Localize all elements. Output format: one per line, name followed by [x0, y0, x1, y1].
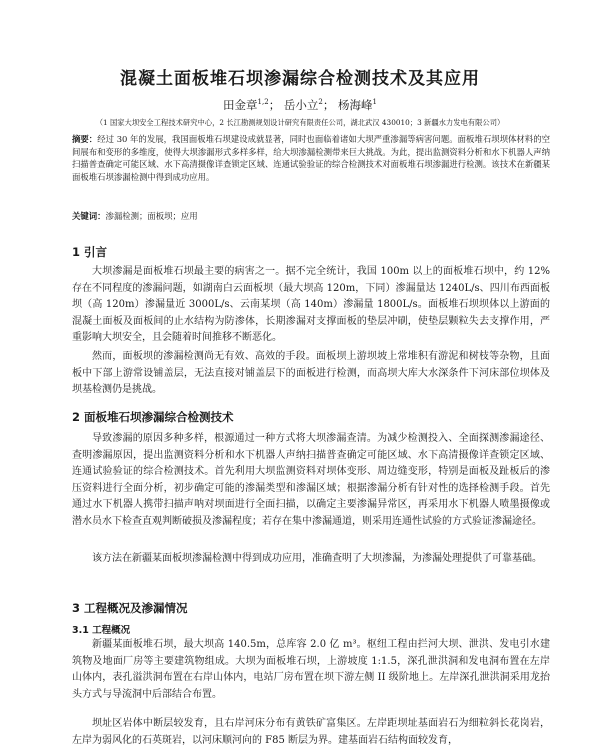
paper-title: 混凝土面板堆石坝渗漏综合检测技术及其应用 [120, 69, 480, 89]
body-paragraph: 大坝渗漏是面板堆石坝最主要的病害之一。据不完全统计，我国 100m 以上的面板堆石坝中，约 12%存在不同程度的渗漏问题，如湖南白云面板坝（最大坝高 120m，下同）渗漏量达 1240L/s、四川布西面板坝（高 120m）渗漏量近 3000L/s、云南某坝（高 140m）渗漏量 1800L/s。面板堆石坝坝体以上游面的混凝土面板及面板间的止水结构为防渗体，长期渗漏对支撑面板的垫层冲刷，使垫层颗粒失去支撑作用，严重影响大坝安全，且会随着时间推移不断恶化。 [72, 266, 550, 343]
body-paragraph: 坝址区岩体中断层较发育，且右岸河床分布有黄铁矿富集区。左岸距坝址基面岩石为细粒斜长花岗岩，左岸为弱风化的石英斑岩，以河床顺河向的 F85 断层为界。建基面岩石结构面较发育， [72, 718, 550, 746]
author-name: 田金章 [223, 98, 258, 112]
body-paragraph: 该方法在新疆某面板坝渗漏检测中得到成功应用，准确查明了大坝渗漏，为渗漏处理提供了可靠基础。 [92, 553, 542, 564]
abstract-label: 摘要： [72, 134, 98, 144]
body-paragraph: 然而，面板坝的渗漏检测尚无有效、高效的手段。面板坝上游坝坡上常堆积有游泥和树枝等杂物，且面板中下部上游常设铺盖层，无法直接对铺盖层下的面板进行检测，而高坝大库大水深条件下河床部位坝体及坝基检测仍是挑战。 [72, 351, 550, 395]
body-paragraph: 新疆某面板堆石坝，最大坝高 140.5m，总库容 2.0 亿 m³。枢纽工程由拦河大坝、泄洪、发电引水建筑物及地面厂房等主要建筑物组成。大坝为面板堆石坝，上游坡度 1:1.5，深孔泄洪洞和发电洞布置在左岸山体内，表孔溢洪洞布置在右岸山体内，电站厂房布置在坝下游左侧 II 级阶地上。左岸深孔泄洪洞采用龙抬头方式与导流洞中后部结合布置。 [72, 639, 550, 700]
author-affiliation-mark: 1,2 [257, 98, 269, 107]
body-paragraph: 导致渗漏的原因多种多样，根源通过一种方式将大坝渗漏查清。为减少检测投入、全面探测渗漏途径、查明渗漏原因，提出监测资料分析和水下机器人声纳扫描普查确定可能区域、水下高清摄像详查锁定区域、连通试验验证的综合检测技术。首先利用大坝监测资料对坝体变形、周边缝变形，特别是面板及趾板后的渗压资料进行全面分析，初步确定可能的渗漏类型和渗漏区域；根据渗漏分析有针对性的选择检测手段。首先通过水下机器人携带扫描声呐对坝面进行全面扫描，以确定主要渗漏异常区，再采用水下机器人喷墨摄像或潜水员水下检查直观判断破损及渗漏程度；若存在集中渗漏通道，则采用连通性试验的方式验证渗漏途径。 [72, 433, 550, 527]
subsection-heading: 3.1 工程概况 [72, 625, 131, 636]
keywords-label: 关键词： [72, 211, 106, 221]
author-name: 杨海峰 [337, 98, 373, 112]
abstract-text: 经过 30 年的发展，我国面板堆石坝建设成就显著，同时也面临着诸如大坝严重渗漏等病害问题。面板堆石坝坝体材料的空间展布和变形的多维度，使得大坝渗漏形式多样多样，给大坝渗漏检测带来巨大挑战。为此，提出监测资料分析和水下机器人声纳扫描普查确定可能区域、水下高清摄像详查锁定区域、连通试验验证的综合检测技术对面板堆石坝渗漏进行检测。该技术在新疆某面板堆石坝渗漏检测中得到成功应用。 [72, 134, 550, 182]
section-heading: 1 引言 [72, 245, 108, 259]
author-list: 田金章$^{1,2}$； 岳小立$^2$； 杨海峰$^1$ [223, 98, 377, 112]
author-affiliation-mark: 2 [318, 98, 323, 107]
author-affiliation-mark: 1 [372, 98, 377, 107]
keywords-text: 渗漏检测；面板坝；应用 [105, 211, 198, 221]
abstract [72, 133, 550, 183]
affiliation: （1 国家大坝安全工程技术研究中心，2 长江勘测规划设计研究有限责任公司，湖北武汉 430010；3 新疆水力发电有限公司） [95, 118, 505, 127]
section-heading: 3 工程概况及渗漏情况 [72, 601, 188, 615]
author-name: 岳小立 [283, 98, 319, 112]
section-heading: 2 面板堆石坝渗漏综合检测技术 [72, 410, 234, 424]
keywords [72, 210, 550, 222]
